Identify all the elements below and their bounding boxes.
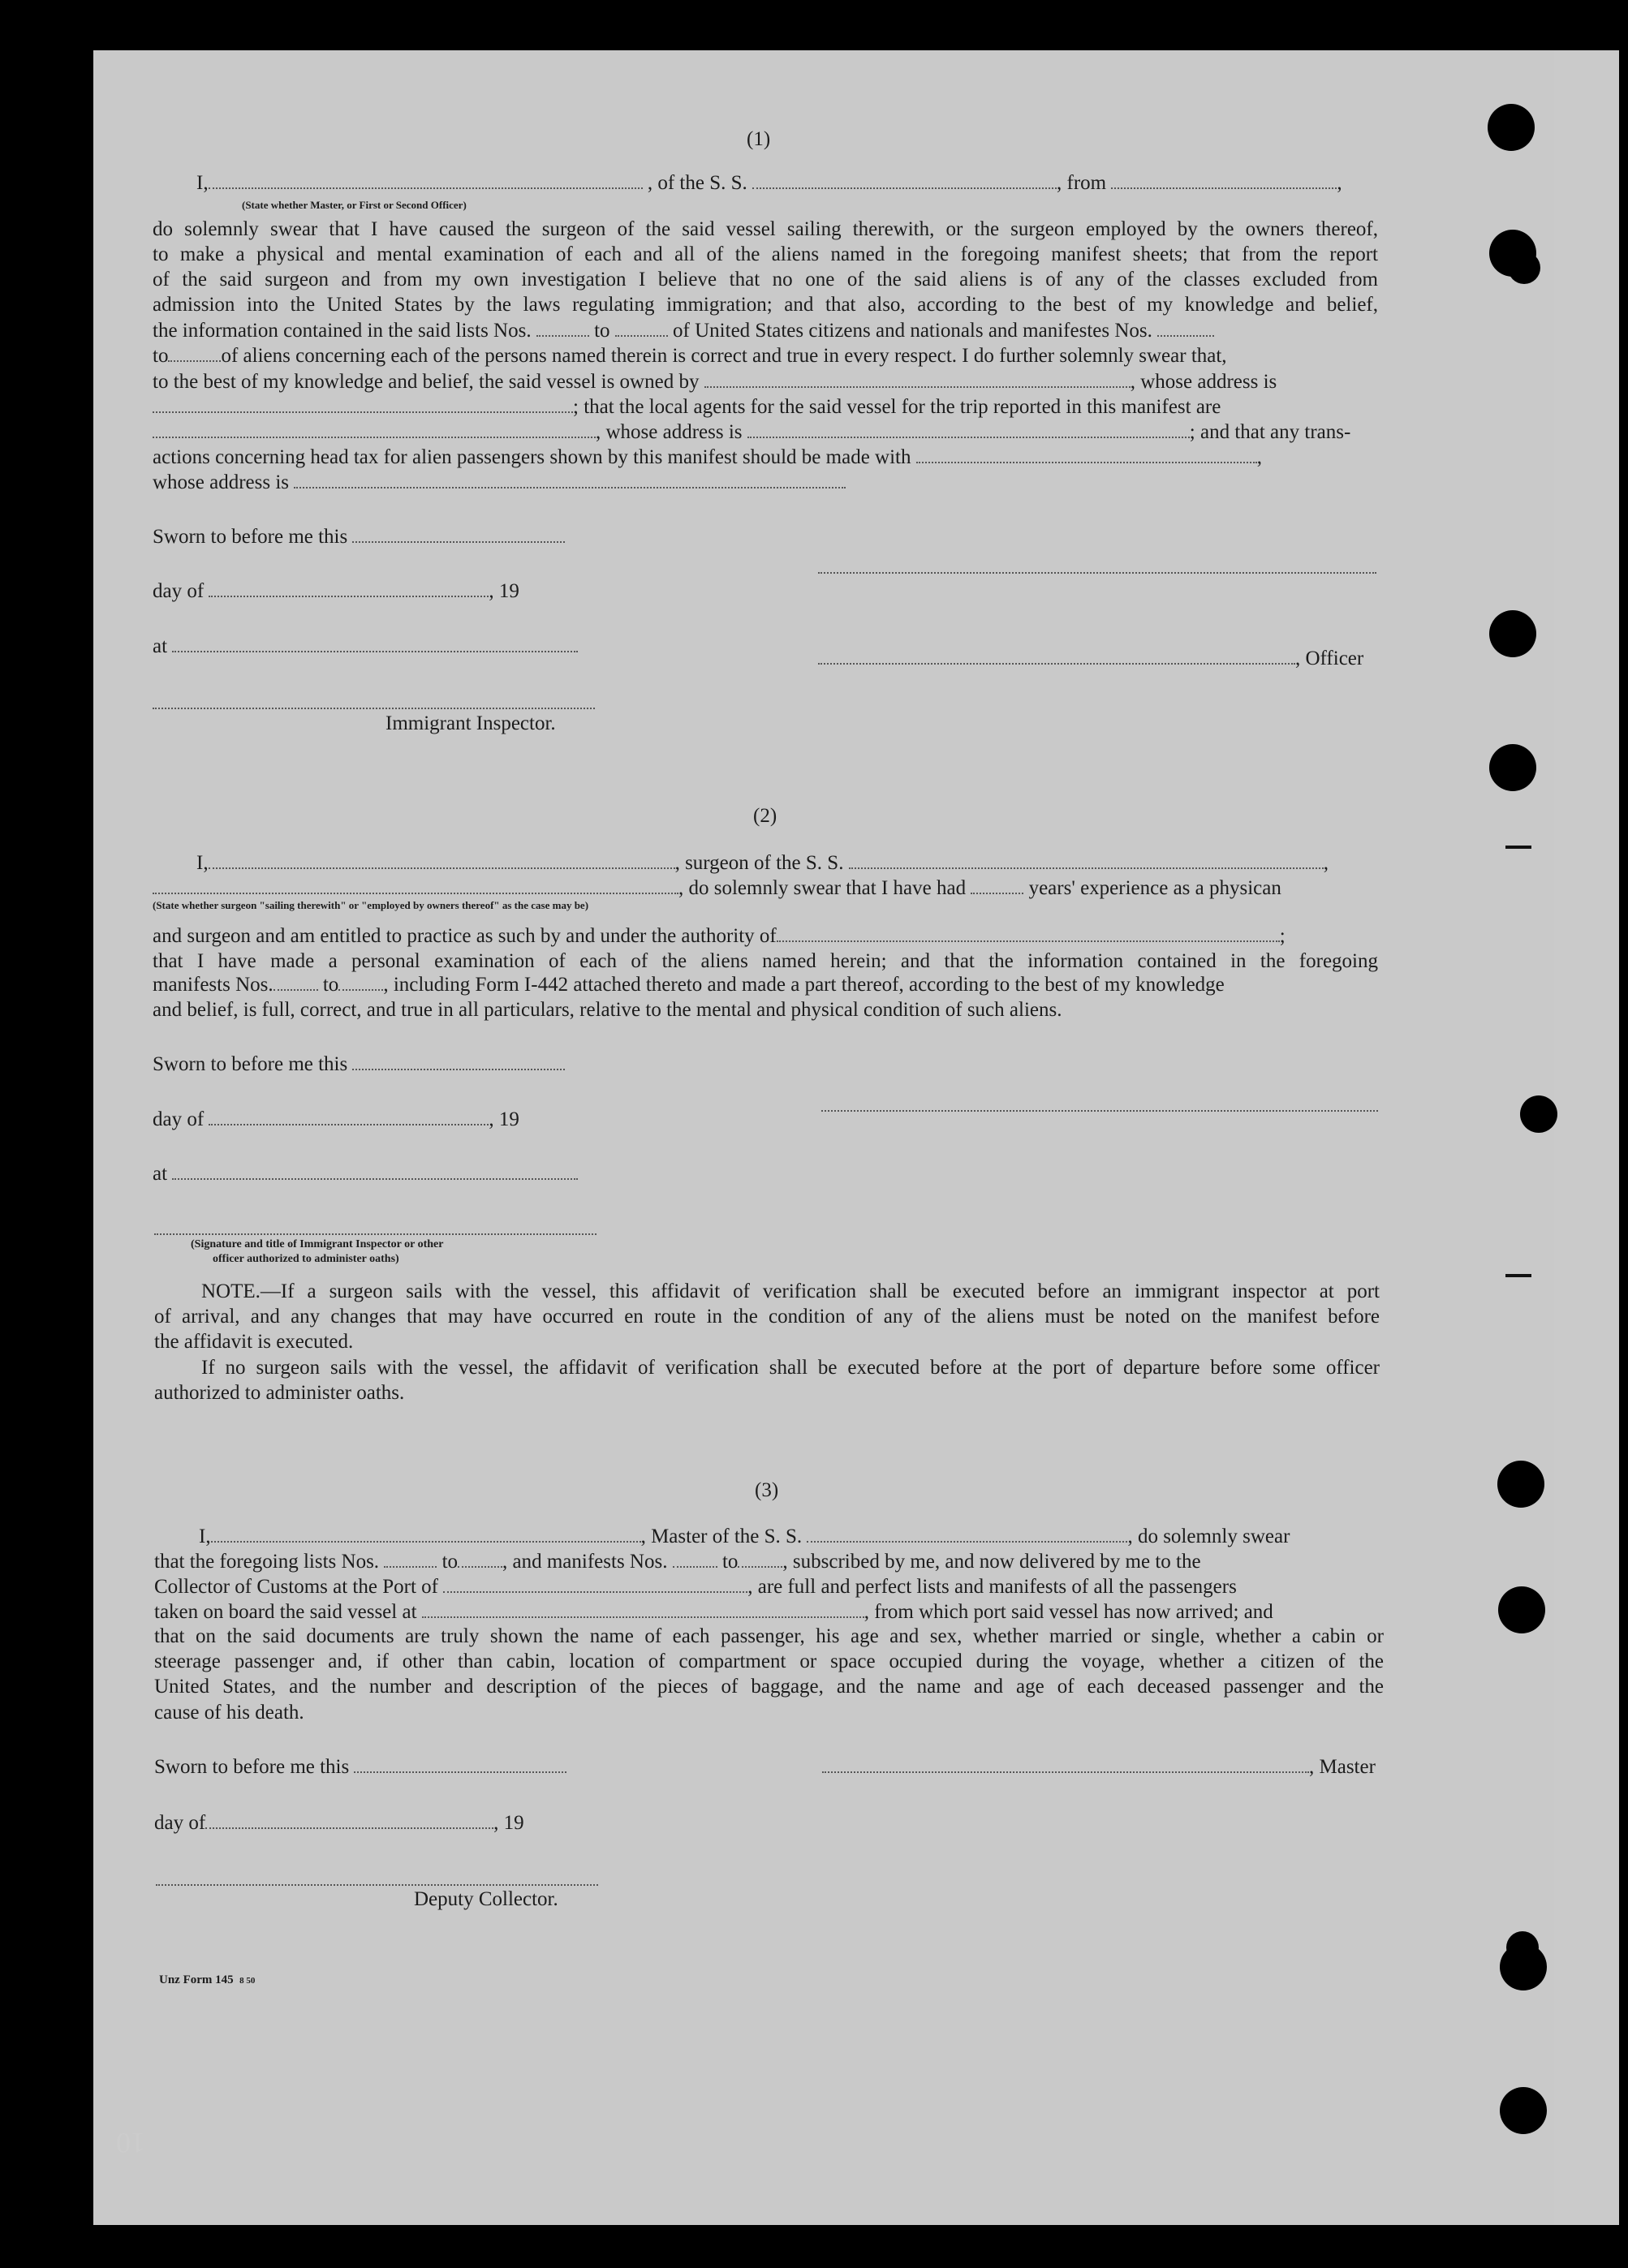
binder-hole [1506, 1931, 1539, 1964]
section-1-day: day of , 19 [153, 580, 519, 602]
section-1-line-15: whose address is [153, 471, 846, 494]
blank-field[interactable] [1157, 324, 1214, 337]
section-1-line-13: , whose address is ; and that any trans- [153, 421, 1350, 444]
section-3-line-1: I, , Master of the S. S. , do solemnly swear [199, 1526, 1290, 1547]
blank-field[interactable] [153, 881, 678, 894]
blank-field[interactable] [209, 176, 643, 189]
binder-hole [1489, 744, 1536, 791]
blank-field[interactable] [673, 1555, 717, 1568]
blank-field[interactable] [747, 425, 1190, 438]
section-1-line-14: actions concerning head tax for alien passengers shown by this manifest should be made with , [153, 446, 1262, 468]
form-number: Unz Form 145 8 50 [159, 1973, 256, 1986]
section-1-at: at [153, 635, 578, 658]
blank-field[interactable] [153, 400, 573, 413]
section-2-at: at [153, 1163, 578, 1186]
binder-hole [1500, 2087, 1547, 2134]
section-2-heading: (2) [753, 805, 777, 827]
blank-field[interactable] [704, 375, 1131, 388]
section-2-line-1: I, , surgeon of the S. S. , [196, 852, 1329, 874]
blank-field[interactable] [172, 639, 578, 652]
blank-field[interactable] [352, 1057, 565, 1070]
blank-field[interactable] [916, 450, 1257, 463]
blank-field[interactable] [777, 929, 1280, 942]
blank-field[interactable] [849, 856, 1324, 869]
blank-field[interactable] [738, 1555, 782, 1568]
section-1-line-9: the information contained in the said lists Nos. to of United States citizens and nationals and manifestes Nos. [153, 320, 1214, 342]
binder-hole [1508, 252, 1540, 284]
section-2-line-6: and belief, is full, correct, and true in all particulars, relative to the mental and physical condition of such aliens. [153, 999, 1062, 1021]
section-3-paragraph-end: cause of his death. [154, 1702, 304, 1724]
section-1-paragraph: do solemnly swear that I have caused the surgeon of the said vessel sailing therewith, or the surgeon employed by the owners thereof, to make a physical and mental examination of each and all of the aliens named in the foregoing manifest sheets; that from the report of the said surgeon and from my own investigation I believe that no one of the said aliens is of any of the classes excluded from admission into the United States by the laws regulating immigration; and that also, according to the best of my knowledge and belief, [153, 218, 1378, 316]
signature-note: (Signature and title of Immigrant Inspector or other [191, 1238, 444, 1250]
section-2-line-5: manifests Nos. to , including Form I-442 attached thereto and made a part thereof, according to the best of my knowledge [153, 974, 1225, 996]
section-3-paragraph: that on the said documents are truly shown the name of each passenger, his age and sex, whether married or single, whether a cabin or steerage passenger and, if other than cabin, location of compartment or space occupied during the voyage, whether a citizen of the United States, and the number and description of the pieces of baggage, and the name and age of each deceased passenger and the [154, 1625, 1384, 1698]
edge-mark [1505, 846, 1531, 849]
signature-line[interactable] [153, 706, 595, 709]
blank-field[interactable] [168, 349, 221, 362]
blank-field[interactable] [172, 1167, 578, 1180]
binder-hole [1489, 610, 1536, 657]
note-paragraph-2: If no surgeon sails with the vessel, the affidavit of verification shall be executed before at the port of departure before some officer [201, 1357, 1380, 1379]
signature-line[interactable] [156, 1883, 598, 1886]
signature-line[interactable] [818, 570, 1376, 574]
note-paragraph-2-end: authorized to administer oaths. [154, 1382, 405, 1404]
section-2-line-3: and surgeon and am entitled to practice as such by and under the authority of ; [153, 925, 1286, 947]
blank-field[interactable] [354, 1760, 566, 1773]
blank-field[interactable] [153, 425, 596, 438]
section-1-heading: (1) [747, 128, 771, 150]
blank-field[interactable] [536, 324, 589, 337]
section-3-line-4: taken on board the said vessel at , from which port said vessel has now arrived; and [154, 1601, 1273, 1623]
blank-field[interactable] [209, 856, 675, 869]
blank-field[interactable] [752, 176, 1057, 189]
section-1-line-10: to of aliens concerning each of the persons named therein is correct and true in every respect. I do further solemnly swear that, [153, 345, 1227, 367]
section-1-inspector: Immigrant Inspector. [385, 712, 556, 734]
blank-field[interactable] [273, 978, 318, 991]
section-2-line-4: that I have made a personal examination of each of the aliens named herein; and that the information contained in the foregoing [153, 950, 1378, 972]
blank-field[interactable] [209, 584, 489, 597]
section-1-officer: , Officer [818, 648, 1363, 670]
blank-field[interactable] [352, 530, 565, 543]
section-3-line-3: Collector of Customs at the Port of , are full and perfect lists and manifests of all the passengers [154, 1576, 1237, 1598]
section-2-note: (State whether surgeon "sailing therewith" or "employed by owners thereof" as the case may be) [153, 899, 589, 911]
signature-line[interactable] [821, 1108, 1378, 1112]
edge-mark [1505, 1274, 1531, 1277]
blank-field[interactable] [338, 978, 383, 991]
note-paragraph-end: the affidavit is executed. [154, 1331, 354, 1353]
blank-field[interactable] [1111, 176, 1337, 189]
binder-hole [1520, 1095, 1557, 1133]
blank-field[interactable] [615, 324, 668, 337]
page-edge [1554, 50, 1619, 2225]
section-1-note: (State whether Master, or First or Second Officer) [242, 199, 467, 211]
section-2-day: day of , 19 [153, 1108, 519, 1130]
section-3-collector: Deputy Collector. [414, 1888, 558, 1910]
binder-hole [1488, 104, 1535, 151]
blank-field[interactable] [971, 881, 1023, 894]
section-1-sworn: Sworn to before me this [153, 526, 565, 549]
signature-note: officer authorized to administer oaths) [213, 1253, 399, 1265]
section-1-line-11: to the best of my knowledge and belief, the said vessel is owned by , whose address is [153, 371, 1277, 393]
blank-field[interactable] [209, 1112, 489, 1125]
blank-field[interactable] [818, 652, 1295, 665]
blank-field[interactable] [205, 1816, 493, 1829]
section-1-line-1: I, , of the S. S. , from , [196, 172, 1342, 194]
section-3-master: , Master [822, 1756, 1376, 1779]
section-2-sworn: Sworn to before me this [153, 1053, 565, 1076]
binder-hole [1498, 1586, 1545, 1633]
section-3-line-2: that the foregoing lists Nos. to , and manifests Nos. to , subscribed by me, and now delivered by me to the [154, 1551, 1201, 1573]
section-2-line-2: , do solemnly swear that I have had years' experience as a physican [153, 877, 1281, 900]
blank-field[interactable] [384, 1555, 437, 1568]
section-1-line-12: ; that the local agents for the said vessel for the trip reported in this manifest are [153, 396, 1221, 419]
section-3-sworn: Sworn to before me this [154, 1756, 566, 1779]
section-3-heading: (3) [755, 1479, 779, 1501]
blank-field[interactable] [211, 1530, 641, 1543]
binder-hole [1497, 1461, 1544, 1508]
blank-field[interactable] [807, 1530, 1127, 1543]
blank-field[interactable] [822, 1760, 1309, 1773]
blank-field[interactable] [294, 476, 846, 488]
signature-line[interactable] [154, 1232, 597, 1235]
blank-field[interactable] [422, 1605, 864, 1618]
note-paragraph: NOTE.—If a surgeon sails with the vessel, this affidavit of verification shall be executed before an immigrant inspector at port of arrival, and any changes that may have occurred en route in the condition of any of the aliens must be noted on the manifest before [154, 1280, 1380, 1328]
blank-field[interactable] [458, 1555, 502, 1568]
margin-page-number: 10 [116, 2127, 145, 2159]
blank-field[interactable] [443, 1580, 747, 1593]
section-3-day: day of , 19 [154, 1812, 524, 1834]
